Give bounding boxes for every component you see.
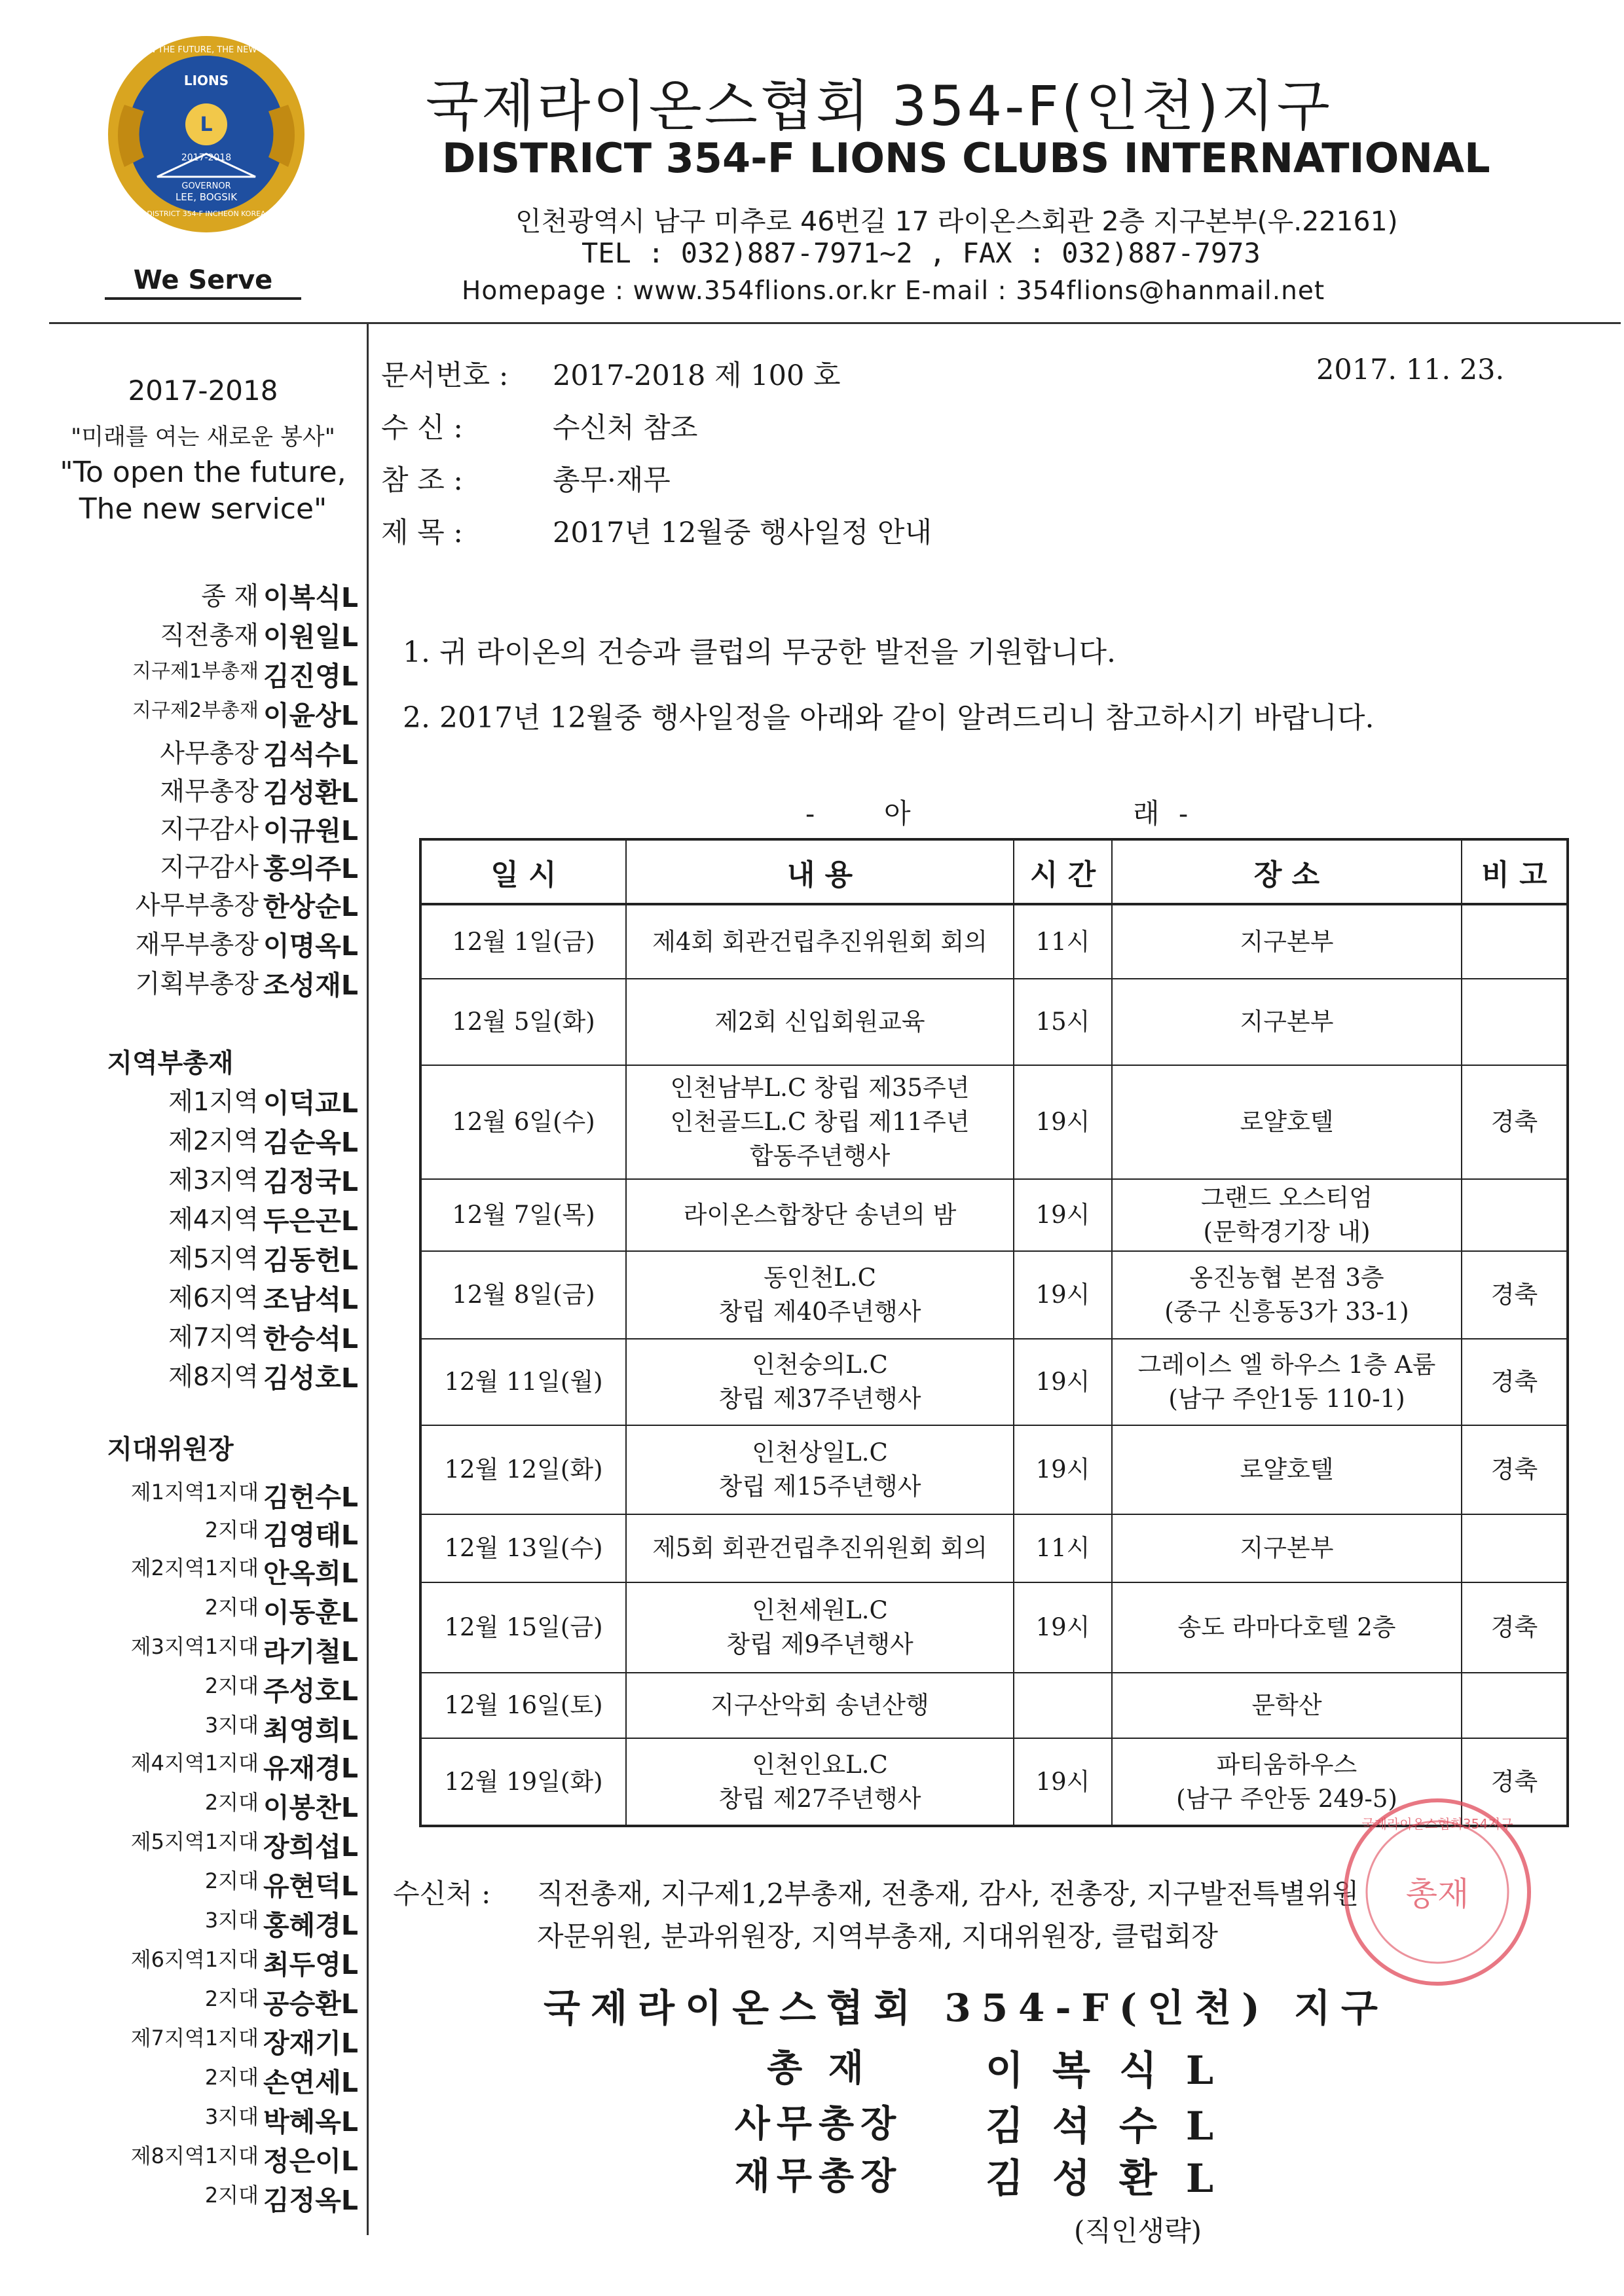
cell-content bbox=[626, 904, 1014, 979]
cell-place bbox=[1112, 1673, 1462, 1738]
logo-text-motto: TO OPEN THE FUTURE, THE NEW SERVICE bbox=[117, 45, 296, 55]
cell-time bbox=[1014, 1673, 1112, 1738]
cell-time: 19시 bbox=[1014, 1179, 1112, 1251]
officer-name: 이복식L bbox=[263, 582, 358, 613]
cell-place-line: 로얄호텔 bbox=[1240, 1455, 1334, 1484]
address: 인천광역시 남구 미추로 46번길 17 라이온스회관 2층 지구본부(우.22161) bbox=[515, 206, 1398, 237]
signatory-title: 사무총장 bbox=[734, 2102, 903, 2145]
cell-place-line: 그레이스 엘 하우스 1층 A룸 bbox=[1137, 1351, 1436, 1379]
officer-row bbox=[39, 924, 360, 961]
doc-recipient bbox=[381, 406, 697, 446]
zone-name: 손연세L bbox=[263, 2067, 358, 2098]
officer-row bbox=[39, 809, 360, 846]
zone-row bbox=[39, 1669, 360, 1706]
logo-text-governor: GOVERNOR bbox=[181, 181, 231, 191]
cell-content bbox=[626, 1673, 1014, 1738]
zone-row bbox=[39, 2140, 360, 2176]
zone-row bbox=[39, 1747, 360, 1783]
zone-row bbox=[39, 1904, 360, 1941]
cell-date: 12월 16일(토) bbox=[420, 1673, 626, 1738]
paragraph-1: 1. 귀 라이온의 건승과 클럽의 무궁한 발전을 기원합니다. bbox=[403, 636, 1116, 669]
officer-title: 종 재 bbox=[201, 582, 259, 611]
below-heading-char: 래 bbox=[1133, 797, 1160, 829]
cell-date: 12월 11일(월) bbox=[420, 1339, 626, 1425]
cell-note: 경축 bbox=[1462, 1339, 1568, 1425]
region-name: 이덕교L bbox=[263, 1087, 358, 1119]
doc-number-value: 2017-2018 제 100 호 bbox=[553, 359, 841, 392]
table-row bbox=[420, 1065, 1568, 1179]
cell-content-line: 합동주년행사 bbox=[749, 1142, 891, 1170]
seal-text-outer: 국제라이온스협회354지구 bbox=[1361, 1816, 1513, 1832]
cell-time: 11시 bbox=[1014, 904, 1112, 979]
below-heading-dash: - bbox=[805, 797, 815, 829]
below-heading bbox=[805, 792, 1188, 831]
region-title: 제3지역 bbox=[168, 1166, 259, 1195]
region-row bbox=[39, 1239, 360, 1275]
officer-title: 사무부총장 bbox=[135, 891, 259, 920]
tel-fax: TEL : 032)887-7971~2 , FAX : 032)887-7973 bbox=[581, 237, 1261, 269]
officer-row bbox=[39, 847, 360, 884]
cell-time: 19시 bbox=[1014, 1339, 1112, 1425]
zone-name: 공승환L bbox=[263, 1988, 358, 2020]
cell-place-line: 파티움하우스 bbox=[1216, 1750, 1357, 1779]
zone-row bbox=[39, 1786, 360, 1823]
logo-text-district: DISTRICT 354-F INCHEON KOREA bbox=[147, 210, 266, 218]
officer-title: 직전총재 bbox=[160, 621, 259, 651]
zone-name: 주성호L bbox=[263, 1675, 358, 1707]
region-title: 제8지역 bbox=[168, 1362, 259, 1392]
officer-row bbox=[39, 615, 360, 652]
cell-content-line: 제5회 회관건립추진위원회 회의 bbox=[652, 1534, 987, 1562]
cell-place-line: 문학산 bbox=[1251, 1691, 1322, 1719]
zone-name: 정은이L bbox=[263, 2145, 358, 2177]
cell-place bbox=[1112, 1251, 1462, 1339]
officer-name: 홍의주L bbox=[263, 853, 358, 884]
officer-title: 사무총장 bbox=[160, 739, 259, 769]
cell-time: 19시 bbox=[1014, 1251, 1112, 1339]
cell-content-line: 창립 제15주년행사 bbox=[718, 1472, 921, 1501]
sidebar-motto-korean: "미래를 여는 새로운 봉사" bbox=[71, 424, 335, 450]
zone-title: 제8지역1지대 bbox=[130, 2143, 259, 2168]
cell-place-line: (문학경기장 내) bbox=[1203, 1218, 1371, 1246]
org-name-english: DISTRICT 354-F LIONS CLUBS INTERNATIONAL bbox=[442, 134, 1490, 182]
officer-name: 조성재L bbox=[263, 970, 358, 1001]
region-title: 제4지역 bbox=[168, 1205, 259, 1235]
zone-heading: 지대위원장 bbox=[107, 1434, 234, 1465]
table-row bbox=[420, 1514, 1568, 1582]
cell-content-line: 인천숭의L.C bbox=[752, 1351, 888, 1379]
zone-name: 박혜옥L bbox=[263, 2106, 358, 2138]
col-header-time: 시 간 bbox=[1014, 839, 1112, 904]
cell-note bbox=[1462, 904, 1568, 979]
cell-place bbox=[1112, 1425, 1462, 1514]
officer-name: 한상순L bbox=[263, 891, 358, 922]
zone-title: 2지대 bbox=[204, 1986, 259, 2011]
cell-time: 19시 bbox=[1014, 1738, 1112, 1826]
recipients-line-1: 직전총재, 지구제1,2부총재, 전총재, 감사, 전총장, 지구발전특별위원 bbox=[537, 1878, 1359, 1910]
region-title: 제1지역 bbox=[168, 1087, 259, 1117]
cell-time: 11시 bbox=[1014, 1514, 1112, 1582]
cell-note bbox=[1462, 979, 1568, 1065]
zone-name: 김헌수L bbox=[263, 1482, 358, 1513]
region-heading: 지역부총재 bbox=[107, 1048, 234, 1078]
recipients-label: 수신처 : bbox=[393, 1878, 491, 1910]
region-row bbox=[39, 1160, 360, 1197]
we-serve-slogan: We Serve bbox=[105, 263, 301, 300]
cell-date: 12월 8일(금) bbox=[420, 1251, 626, 1339]
seal-text-inner: 총재 bbox=[1405, 1875, 1469, 1913]
region-name: 한승석L bbox=[263, 1323, 358, 1355]
zone-title: 제4지역1지대 bbox=[130, 1751, 259, 1776]
zone-title: 제2지역1지대 bbox=[130, 1556, 259, 1580]
zone-row bbox=[39, 1709, 360, 1745]
cell-content bbox=[626, 1251, 1014, 1339]
zone-title: 3지대 bbox=[204, 1713, 259, 1738]
logo-text-name: LEE, BOGSIK bbox=[175, 191, 238, 203]
cell-content-line: 인천인요L.C bbox=[752, 1750, 888, 1779]
table-row bbox=[420, 904, 1568, 979]
cell-date: 12월 13일(수) bbox=[420, 1514, 626, 1582]
officer-row bbox=[39, 771, 360, 808]
org-name-korean: 국제라이온스협회 354-F(인천)지구 bbox=[426, 74, 1333, 138]
recipients-line-2: 자문위원, 분과위원장, 지역부총재, 지대위원장, 클럽회장 bbox=[537, 1920, 1218, 1952]
official-seal bbox=[1336, 1791, 1539, 1994]
cell-content bbox=[626, 1179, 1014, 1251]
zone-title: 3지대 bbox=[204, 1908, 259, 1933]
zone-title: 제1지역1지대 bbox=[130, 1480, 259, 1504]
officer-row bbox=[39, 885, 360, 922]
doc-recipient-label: 수 신 : bbox=[381, 412, 463, 445]
cell-note: 경축 bbox=[1462, 1425, 1568, 1514]
doc-reference bbox=[381, 458, 671, 498]
svg-text:L: L bbox=[200, 113, 213, 136]
doc-reference-label: 참 조 : bbox=[381, 464, 463, 497]
cell-place-line: 옹진농협 본점 3층 bbox=[1189, 1264, 1384, 1292]
cell-place-line: 지구본부 bbox=[1240, 1534, 1334, 1562]
signatory-name: 이복식L bbox=[986, 2048, 1243, 2094]
signature-organization: 국제라이온스협회 354-F(인천) 지구 bbox=[544, 1986, 1388, 2030]
header-divider bbox=[49, 322, 1621, 324]
officer-name: 이원일L bbox=[263, 621, 358, 653]
cell-time: 19시 bbox=[1014, 1425, 1112, 1514]
zone-name: 김정옥L bbox=[263, 2185, 358, 2216]
zone-name: 유현덕L bbox=[263, 1870, 358, 1902]
logo-text-year: 2017-2018 bbox=[181, 153, 232, 163]
signatory-row bbox=[710, 2039, 1300, 2094]
zone-row bbox=[39, 2061, 360, 2098]
officer-row bbox=[39, 655, 360, 691]
cell-note: 경축 bbox=[1462, 1251, 1568, 1339]
zone-row bbox=[39, 1476, 360, 1512]
cell-content bbox=[626, 1065, 1014, 1179]
cell-content bbox=[626, 1582, 1014, 1673]
cell-content bbox=[626, 1339, 1014, 1425]
sidebar-divider bbox=[367, 323, 369, 2235]
col-header-datetime: 일 시 bbox=[420, 839, 626, 904]
zone-row bbox=[39, 1943, 360, 1980]
cell-place-line: 지구본부 bbox=[1240, 927, 1334, 956]
table-header-row bbox=[420, 839, 1568, 904]
cell-content-line: 동인천L.C bbox=[764, 1264, 876, 1292]
region-title: 제6지역 bbox=[168, 1284, 259, 1313]
doc-subject-value: 2017년 12월중 행사일정 안내 bbox=[553, 517, 932, 549]
zone-name: 이동훈L bbox=[263, 1597, 358, 1628]
district-logo bbox=[98, 26, 314, 249]
doc-reference-value: 총무·재무 bbox=[553, 464, 671, 497]
zone-name: 최두영L bbox=[263, 1949, 358, 1980]
zone-name: 유재경L bbox=[263, 1753, 358, 1784]
region-name: 김정국L bbox=[263, 1166, 358, 1197]
region-name: 조남석L bbox=[263, 1284, 358, 1315]
cell-content-line: 창립 제37주년행사 bbox=[718, 1385, 921, 1413]
zone-title: 제6지역1지대 bbox=[130, 1947, 259, 1972]
officer-title: 지구감사 bbox=[160, 853, 259, 883]
cell-place-line: (남구 주안동 249-5) bbox=[1176, 1784, 1397, 1813]
officer-name: 김석수L bbox=[263, 739, 358, 771]
region-title: 제7지역 bbox=[168, 1323, 259, 1353]
cell-place-line: 로얄호텔 bbox=[1240, 1108, 1334, 1136]
cell-note bbox=[1462, 1179, 1568, 1251]
zone-row bbox=[39, 1552, 360, 1588]
cell-place-line: 송도 라마다호텔 2층 bbox=[1177, 1613, 1396, 1641]
officer-title: 지구제2부총재 bbox=[132, 699, 259, 722]
region-row bbox=[39, 1199, 360, 1236]
cell-date: 12월 19일(화) bbox=[420, 1738, 626, 1826]
table-row bbox=[420, 1179, 1568, 1251]
zone-title: 2지대 bbox=[204, 2183, 259, 2208]
cell-content-line: 인천골드L.C 창립 제11주년 bbox=[670, 1108, 970, 1136]
cell-note: 경축 bbox=[1462, 1582, 1568, 1673]
region-name: 김동헌L bbox=[263, 1245, 358, 1276]
zone-title: 제5지역1지대 bbox=[130, 1829, 259, 1854]
zone-row bbox=[39, 1865, 360, 1901]
cell-note bbox=[1462, 1514, 1568, 1582]
zone-name: 장재기L bbox=[263, 2028, 358, 2059]
doc-subject bbox=[381, 511, 932, 551]
cell-place-line: 지구본부 bbox=[1240, 1008, 1334, 1036]
cell-place bbox=[1112, 1582, 1462, 1673]
zone-name: 안옥희L bbox=[263, 1558, 358, 1589]
cell-content-line: 라이온스합창단 송년의 밤 bbox=[683, 1201, 957, 1229]
signatory-title: 재무총장 bbox=[734, 2155, 903, 2198]
cell-place bbox=[1112, 904, 1462, 979]
cell-content-line: 창립 제40주년행사 bbox=[718, 1298, 921, 1326]
officer-row bbox=[39, 576, 360, 613]
cell-content bbox=[626, 979, 1014, 1065]
cell-place-line: (중구 신흥동3가 33-1) bbox=[1164, 1298, 1409, 1326]
region-name: 김성호L bbox=[263, 1362, 358, 1394]
cell-content bbox=[626, 1425, 1014, 1514]
cell-place bbox=[1112, 1065, 1462, 1179]
officer-title: 기획부총장 bbox=[135, 970, 259, 999]
officer-row bbox=[39, 694, 360, 731]
cell-time: 19시 bbox=[1014, 1582, 1112, 1673]
zone-row bbox=[39, 1630, 360, 1667]
region-row bbox=[39, 1278, 360, 1315]
col-header-place: 장 소 bbox=[1112, 839, 1462, 904]
cell-content bbox=[626, 1514, 1014, 1582]
officer-name: 이윤상L bbox=[263, 700, 358, 731]
cell-date: 12월 12일(화) bbox=[420, 1425, 626, 1514]
signatory-row bbox=[710, 2147, 1300, 2202]
zone-row bbox=[39, 1982, 360, 2019]
seal-omitted-note: (직인생략) bbox=[1074, 2215, 1202, 2247]
doc-recipient-value: 수신처 참조 bbox=[553, 412, 698, 445]
cell-content-line: 제4회 회관건립추진위원회 회의 bbox=[652, 927, 987, 956]
zone-title: 2지대 bbox=[204, 1868, 259, 1893]
cell-place bbox=[1112, 1179, 1462, 1251]
region-title: 제5지역 bbox=[168, 1245, 259, 1274]
below-heading-char: 아 bbox=[884, 797, 911, 829]
officer-name: 이규원L bbox=[263, 815, 358, 847]
cell-content-line: 지구산악회 송년산행 bbox=[710, 1691, 929, 1719]
cell-time: 19시 bbox=[1014, 1065, 1112, 1179]
zone-title: 제3지역1지대 bbox=[130, 1634, 259, 1659]
doc-date: 2017. 11. 23. bbox=[1316, 354, 1505, 386]
zone-row bbox=[39, 1514, 360, 1550]
zone-name: 최영희L bbox=[263, 1715, 358, 1746]
table-row bbox=[420, 1673, 1568, 1738]
zone-row bbox=[39, 2022, 360, 2058]
cell-date: 12월 15일(금) bbox=[420, 1582, 626, 1673]
officer-title: 지구감사 bbox=[160, 815, 259, 845]
officer-title: 지구제1부총재 bbox=[132, 660, 259, 683]
officer-name: 이명옥L bbox=[263, 930, 358, 962]
schedule-table bbox=[419, 838, 1569, 1827]
homepage-email: Homepage : www.354flions.or.kr E-mail : 354flions@hanmail.net bbox=[462, 276, 1325, 306]
zone-name: 라기철L bbox=[263, 1636, 358, 1667]
zone-name: 장희섭L bbox=[263, 1831, 358, 1863]
signatory-row bbox=[710, 2095, 1300, 2149]
col-header-note: 비 고 bbox=[1462, 839, 1568, 904]
officer-row bbox=[39, 733, 360, 770]
cell-note bbox=[1462, 1673, 1568, 1738]
region-row bbox=[39, 1357, 360, 1393]
zone-title: 2지대 bbox=[204, 1673, 259, 1698]
zone-row bbox=[39, 2179, 360, 2215]
zone-row bbox=[39, 1825, 360, 1862]
officer-name: 김성환L bbox=[263, 777, 358, 809]
cell-content-line: 인천세원L.C bbox=[752, 1596, 888, 1624]
cell-content-line: 제2회 신입회원교육 bbox=[714, 1008, 925, 1036]
sidebar-motto-english-2: The new service" bbox=[79, 492, 327, 526]
region-row bbox=[39, 1121, 360, 1157]
cell-place bbox=[1112, 1339, 1462, 1425]
logo-text-lions: LIONS bbox=[183, 73, 229, 88]
signatory-name: 김석수L bbox=[986, 2104, 1243, 2149]
cell-time: 15시 bbox=[1014, 979, 1112, 1065]
cell-date: 12월 1일(금) bbox=[420, 904, 626, 979]
cell-place-line: (남구 주안1동 110-1) bbox=[1168, 1385, 1405, 1413]
region-name: 두은곤L bbox=[263, 1205, 358, 1237]
region-name: 김순옥L bbox=[263, 1127, 358, 1158]
cell-content-line: 인천상일L.C bbox=[752, 1438, 888, 1467]
zone-name: 이봉찬L bbox=[263, 1792, 358, 1823]
below-heading-dash: - bbox=[1179, 797, 1189, 829]
signatory-name: 김성환L bbox=[986, 2156, 1243, 2202]
zone-title: 2지대 bbox=[204, 2065, 259, 2090]
col-header-content: 내 용 bbox=[626, 839, 1014, 904]
zone-title: 3지대 bbox=[204, 2104, 259, 2129]
officer-row bbox=[39, 964, 360, 1000]
cell-content-line: 창립 제9주년행사 bbox=[726, 1630, 913, 1658]
zone-row bbox=[39, 1591, 360, 1628]
doc-number bbox=[381, 354, 841, 393]
cell-note: 경축 bbox=[1462, 1065, 1568, 1179]
region-row bbox=[39, 1082, 360, 1118]
officer-name: 김진영L bbox=[263, 661, 358, 692]
officer-title: 재무총장 bbox=[160, 777, 259, 807]
cell-date: 12월 5일(화) bbox=[420, 979, 626, 1065]
zone-title: 2지대 bbox=[204, 1518, 259, 1542]
officer-title: 재무부총장 bbox=[135, 930, 259, 960]
region-row bbox=[39, 1317, 360, 1354]
cell-content-line: 창립 제27주년행사 bbox=[718, 1784, 921, 1813]
cell-place bbox=[1112, 1514, 1462, 1582]
cell-date: 12월 7일(목) bbox=[420, 1179, 626, 1251]
zone-title: 2지대 bbox=[204, 1790, 259, 1815]
zone-row bbox=[39, 2100, 360, 2137]
cell-content-line: 인천남부L.C 창립 제35주년 bbox=[670, 1074, 970, 1102]
sidebar-motto-english-1: "To open the future, bbox=[60, 456, 346, 489]
doc-subject-label: 제 목 : bbox=[381, 517, 463, 549]
table-row bbox=[420, 1251, 1568, 1339]
cell-note: 경축 bbox=[1462, 1738, 1568, 1826]
cell-place-line: 그랜드 오스티엄 bbox=[1201, 1184, 1373, 1212]
sidebar-year: 2017-2018 bbox=[128, 374, 278, 407]
zone-name: 홍혜경L bbox=[263, 1910, 358, 1941]
zone-title: 2지대 bbox=[204, 1595, 259, 1620]
cell-content bbox=[626, 1738, 1014, 1826]
paragraph-2: 2. 2017년 12월중 행사일정을 아래와 같이 알려드리니 참고하시기 바랍니다. bbox=[403, 701, 1375, 735]
signatory-title: 총 재 bbox=[767, 2047, 870, 2090]
cell-date: 12월 6일(수) bbox=[420, 1065, 626, 1179]
region-title: 제2지역 bbox=[168, 1127, 259, 1156]
table-row bbox=[420, 1425, 1568, 1514]
table-row bbox=[420, 1339, 1568, 1425]
zone-name: 김영태L bbox=[263, 1520, 358, 1551]
doc-number-label: 문서번호 : bbox=[381, 359, 509, 392]
cell-place bbox=[1112, 979, 1462, 1065]
zone-title: 제7지역1지대 bbox=[130, 2026, 259, 2050]
table-row bbox=[420, 979, 1568, 1065]
table-row bbox=[420, 1582, 1568, 1673]
